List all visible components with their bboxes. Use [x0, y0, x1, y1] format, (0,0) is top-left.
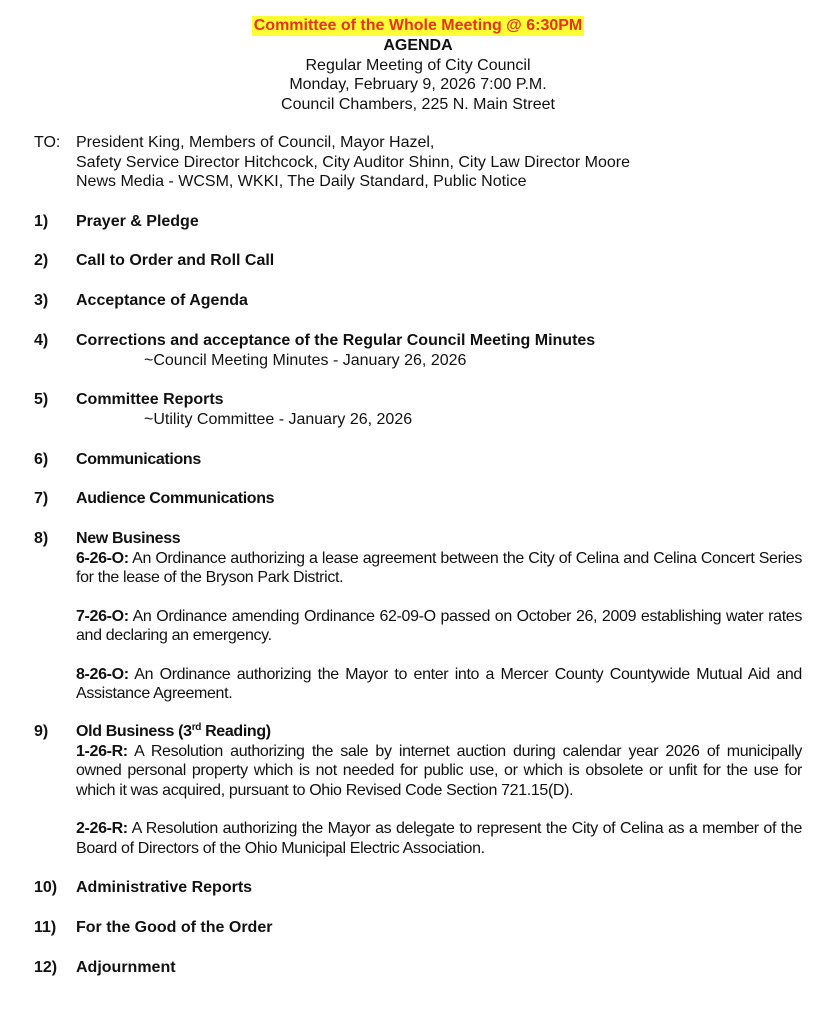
legislation-text: An Ordinance authorizing a lease agreement between the City of Celina and Celina Concert Series for the lease of the Bryson Park District.	[76, 549, 802, 586]
meeting-name: Regular Meeting of City Council	[305, 56, 531, 74]
item-number: 1)	[34, 213, 49, 230]
legislation-text: An Ordinance amending Ordinance 62-09-O passed on October 26, 2009 establishing water rates and declaring an emergency.	[76, 607, 802, 644]
item-number: 4)	[34, 332, 49, 349]
item-number: 5)	[34, 391, 49, 408]
legislation-code: 8-26-O:	[76, 665, 129, 683]
item-number: 7)	[34, 490, 49, 507]
recipients-label: TO:	[34, 134, 61, 151]
item-label: Adjournment	[76, 959, 176, 976]
item-label: Call to Order and Roll Call	[76, 252, 275, 269]
label-prefix: Old Business (3	[76, 723, 192, 740]
item-number: 3)	[34, 292, 49, 309]
meeting-location: Council Chambers, 225 N. Main Street	[281, 95, 555, 113]
meeting-datetime: Monday, February 9, 2026 7:00 P.M.	[289, 76, 547, 93]
legislation-code: 1-26-R:	[76, 742, 128, 760]
legislation-text: A Resolution authorizing the sale by internet auction during calendar year 2026 of municipally owned personal property which is not needed for public use, or which is obsolete or unfit for the use for which it was acquired, pursuant to Ohio Revised Code Section 721.15(D).	[76, 742, 803, 799]
committee-report-reference: ~Utility Committee - January 26, 2026	[144, 410, 413, 428]
item-label: Communications	[76, 451, 201, 468]
item-label: Corrections and acceptance of the Regular Council Meeting Minutes	[76, 332, 596, 349]
item-label: Acceptance of Agenda	[76, 292, 248, 309]
legislation-entry	[76, 549, 802, 588]
legislation-code: 2-26-R:	[76, 820, 128, 837]
item-label	[76, 722, 802, 742]
legislation-entry	[76, 819, 802, 858]
recipients-list	[76, 133, 630, 192]
legislation-entry	[76, 742, 802, 801]
item-label: Committee Reports	[76, 391, 224, 408]
label-suffix: Reading)	[201, 723, 271, 740]
recipients-line: Safety Service Director Hitchcock, City Auditor Shinn, City Law Director Moore	[76, 153, 630, 171]
item-number: 12)	[34, 959, 58, 976]
item-number: 10)	[34, 879, 58, 896]
item-number: 2)	[34, 252, 49, 269]
legislation-text: An Ordinance authorizing the Mayor to enter into a Mercer County Countywide Mutual Aid and Assistance Agreement.	[76, 665, 802, 702]
item-number: 11)	[34, 919, 57, 936]
legislation-code: 7-26-O:	[76, 607, 129, 625]
ordinal-suffix: rd	[191, 722, 201, 733]
minutes-reference: ~Council Meeting Minutes - January 26, 2026	[144, 351, 467, 369]
item-number: 6)	[34, 451, 49, 468]
item-label: New Business	[76, 530, 181, 547]
legislation-code: 6-26-O:	[76, 549, 129, 567]
committee-meeting-notice: Committee of the Whole Meeting @ 6:30PM	[253, 17, 583, 34]
recipients-line: News Media - WCSM, WKKI, The Daily Standard, Public Notice	[76, 173, 527, 190]
agenda-title: AGENDA	[383, 37, 453, 54]
item-label: Prayer & Pledge	[76, 213, 199, 230]
item-number: 8)	[34, 530, 49, 547]
legislation-entry	[76, 665, 802, 704]
legislation-text: A Resolution authorizing the Mayor as delegate to represent the City of Celina as a member of the Board of Directors of the Ohio Municipal Electric Association.	[76, 820, 802, 857]
item-label: Administrative Reports	[76, 879, 253, 896]
item-number: 9)	[34, 723, 49, 740]
legislation-entry	[76, 607, 802, 646]
agenda-header	[0, 16, 836, 114]
item-label: For the Good of the Order	[76, 919, 273, 936]
item-label: Audience Communications	[76, 490, 275, 507]
recipients-line: President King, Members of Council, Mayor Hazel,	[76, 134, 435, 151]
